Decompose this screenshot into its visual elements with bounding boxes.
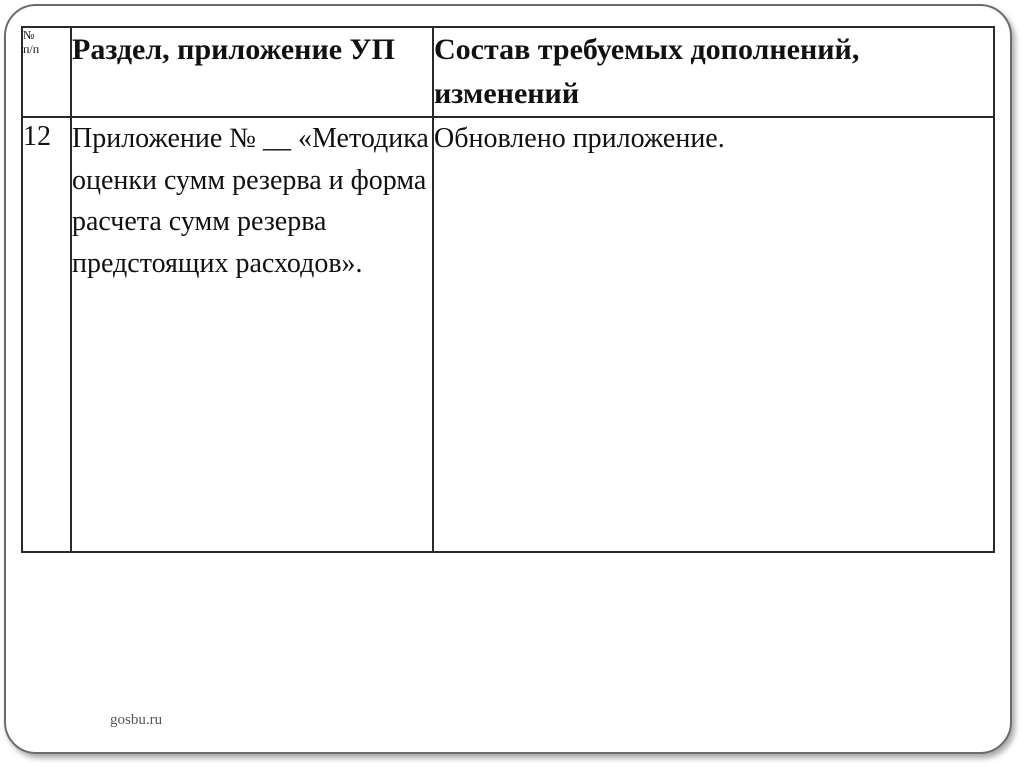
table-row <box>22 117 994 552</box>
row-section: Приложение № __ «Методика оценки сумм резерва и форма расчета сумм резерва предстоящих расходов». <box>71 117 433 552</box>
header-changes: Состав требуемых дополнений, изменений <box>433 27 994 117</box>
row-number: 12 <box>22 117 71 552</box>
changes-table <box>21 26 995 553</box>
slide <box>4 4 1012 754</box>
table-header-row <box>22 27 994 117</box>
footer-site-label: gosbu.ru <box>110 712 163 728</box>
header-number <box>22 27 71 117</box>
row-changes: Обновлено приложение. <box>433 117 994 552</box>
header-number-symbol: № <box>23 28 35 42</box>
header-section: Раздел, приложение УП <box>71 27 433 117</box>
header-number-abbrev: п/п <box>23 42 40 56</box>
